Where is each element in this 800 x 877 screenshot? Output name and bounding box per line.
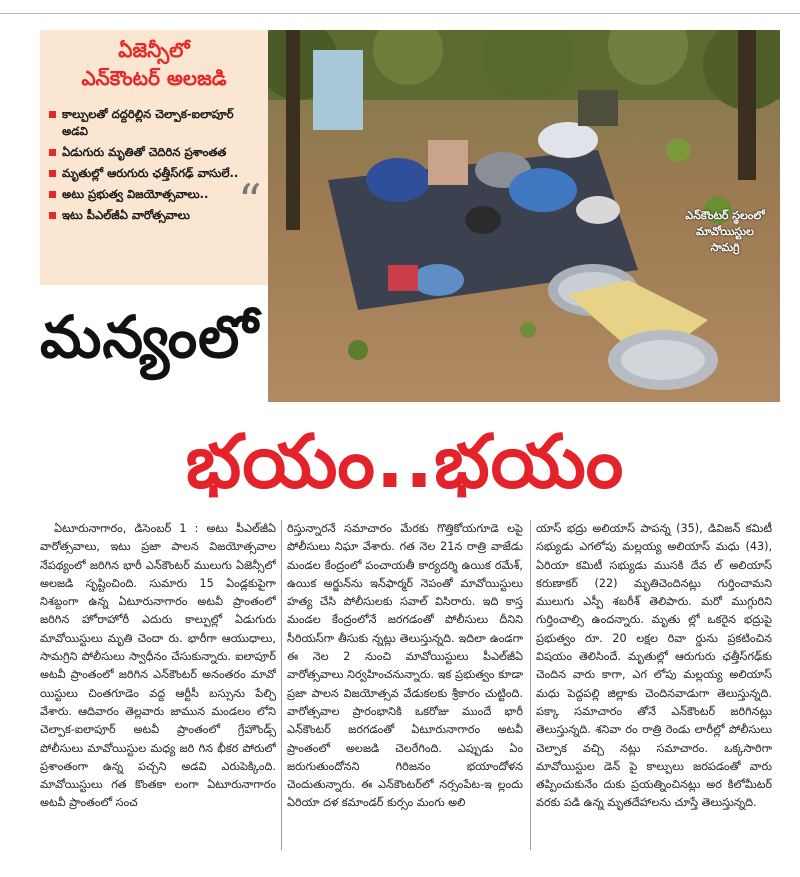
highlights-list	[48, 106, 262, 228]
highlight-item: అటు ప్రభుత్వ విజయోత్సవాలు..	[48, 186, 262, 203]
highlight-item: మృతుల్లో ఆరుగురు ఛత్తీస్‌గఢ్ వాసులే..	[48, 165, 262, 182]
highlight-item: ఇటు పీఎల్‌జీఏ వారోత్సవాలు	[48, 207, 262, 224]
highlights-box	[40, 30, 268, 285]
column-divider	[281, 520, 282, 850]
headline-line1: మన్యంలో	[40, 303, 259, 371]
encounter-site-photo	[268, 30, 780, 402]
article-text: యాస్ భద్రు అలియాస్ పాపన్న (35), డివిజన్ కమిటీ సభ్యుడు ఎగలోపు మల్లయ్య అలియాస్ మధు (43), ఏరియా కమిటీ సభ్యుడు ముసకి దేవ ల్ అలియాస్ కరుణాకర్ (22) మృతిచెందినట్లు గుర్తించామని ములుగు ఎస్పీ శబరీశ్ తెలిపారు. మరో ముగ్గురిని గుర్తించాల్సి ఉందన్నారు. మృతు ల్లో ఒకరైన భద్రుపై ప్రభుత్వం రూ. 20 లక్షల రివా ర్డును ప్రకటించిన విషయం తెలిసిందే. మృతుల్లో ఆరుగురు ఛత్తీస్‌గఢ్‌కు చెందిన వారు కాగా, ఎగ లోపు మల్లయ్య అలియాస్ మధు పెద్దపల్లి జిల్లాకు చెందినవాడుగా తెలుస్తున్నది. పక్కా సమాచారం తోనే ఎన్‌కౌంటర్ జరిగినట్లు తెలుస్తున్నది. శనివా రం రాత్రి రెండు లారీల్లో పోలీసులు చెల్పాక వచ్చి నట్లు సమాచారం. ఒక్కసారిగా మావోయిస్టుల డెన్ పై కాల్పులు జరపడంతో వారు తప్పించుకునేం దుకు ప్రయత్నించినట్లు అర కిలోమీటర్ వరకు పడి ఉన్న మృతదేహాలను చూస్తే తెలుస్తున్నది.	[536, 522, 772, 810]
article-column-3	[536, 520, 772, 855]
page-top-strip	[0, 0, 800, 14]
headline-line2: భయం..భయం	[185, 419, 625, 505]
photo-caption: ఎన్‌కౌంటర్ స్థలంలో మావోయిస్టుల సామగ్రి	[685, 209, 765, 254]
highlight-item: ఏడుగురు మృతితో చెదిరిన ప్రశాంతత	[48, 144, 262, 161]
highlights-title-line2: ఎన్‌కౌంటర్ అలజడి	[81, 66, 227, 90]
quote-mark-icon: “	[238, 174, 262, 228]
highlight-item: కాల్పులతో దద్దరిల్లిన చెల్పాక-ఐలాపూర్ అడవి	[48, 106, 262, 140]
article-text: రిస్తున్నారనే సమాచారం మేరకు గొత్తికోయగూడె లపై పోలీసులు నిఘా వేశారు. గత నెల 21న రాత్రి వాజేడు మండల కేంద్రంలో పంచాయతీ కార్యదర్శి ఉయిక రమేశ్, ఉయిక అర్జున్‌ను ఇన్‌ఫార్మర్ నెపంతో మావోయిస్టులు హత్య చేసి పోలీసులకు సవాల్ విసిరారు. ఇది కాస్త మండల కేంద్రంలోనే జరగడంతో పోలీసులు దీనిని సీరియస్‌గా తీసుకు న్నట్లు తెలుస్తున్నది. ఇదిలా ఉండగా ఈ నెల 2 నుంచి మావోయిస్టులు పీఎల్‌జీఏ వారోత్సవాలు నిర్వహించనున్నారు. ఇక ప్రభుత్వం కూడా ప్రజా పాలన విజయోత్సవ వేడుకలకు శ్రీకారం చుట్టింది. వారోత్సవాల ప్రారంభానికి ఒకరోజు ముందే భారీ ఎన్‌కౌంటర్ జరగడంతో ఏటూరునాగారం అటవీ ప్రాంతంలో అలజడి చెలరేగింది. ఎప్పుడు ఏం జరుగుతుందోనని గిరిజనం భయాందోళన చెందుతున్నారు. ఈ ఎన్‌కౌంటర్‌లో నర్సంపేట-ఇ ల్లందు ఏరియా దళ కమాండర్ కుర్సం మంగు అలి	[287, 522, 523, 810]
article-column-2	[287, 520, 523, 855]
article-column-1	[40, 520, 276, 855]
highlights-title-line1: ఏజెన్సీలో	[118, 38, 190, 62]
column-divider	[530, 520, 531, 850]
article-text: ఏటూరునాగారం, డిసెంబర్ 1 : అటు పీఎల్‌జీఏ వారోత్సవాలు, ఇటు ప్రజా పాలన విజయోత్సవాల నేపథ్యంలో జరిగిన భారీ ఎన్‌కౌంటర్ ములుగు ఏజెన్సీలో అలజడి సృష్టించింది. సుమారు 15 ఏండ్లకుపైగా నిశబ్దంగా ఉన్న ఏటూరునాగారం అటవీ ప్రాంతంలో జరిగిన హోరాహోరీ ఎదురు కాల్పుల్లో ఏడుగురు మావోయిస్టులు మృతి చెందా రు. భారీగా ఆయుధాలు, సామగ్రిని పోలీసులు స్వాధీనం చేసుకున్నారు. ఐలాపూర్ అటవీ ప్రాంతంలో జరిగిన ఎన్‌కౌంటర్ అనంతరం మావో యిస్టులు చింతగూడెం వద్ద ఆర్టీసీ బస్సును పేల్చి వేశారు. ఆదివారం తెల్లవారు జామున మండలం లోని చెల్పాక-ఐలాపూర్ అటవీ ప్రాంతంలో గ్రేహౌండ్స్ పోలీసులు మావోయిస్టుల మధ్య జరి గిన భీకర పోరులో ప్రశాంతంగా ఉన్న పచ్చని అడవి ఎరుపెక్కింది. మావోయిస్టులు గత కొంతకా లంగా ఏటూరునాగారం అటవీ ప్రాంతంలో సంచ	[40, 522, 276, 810]
